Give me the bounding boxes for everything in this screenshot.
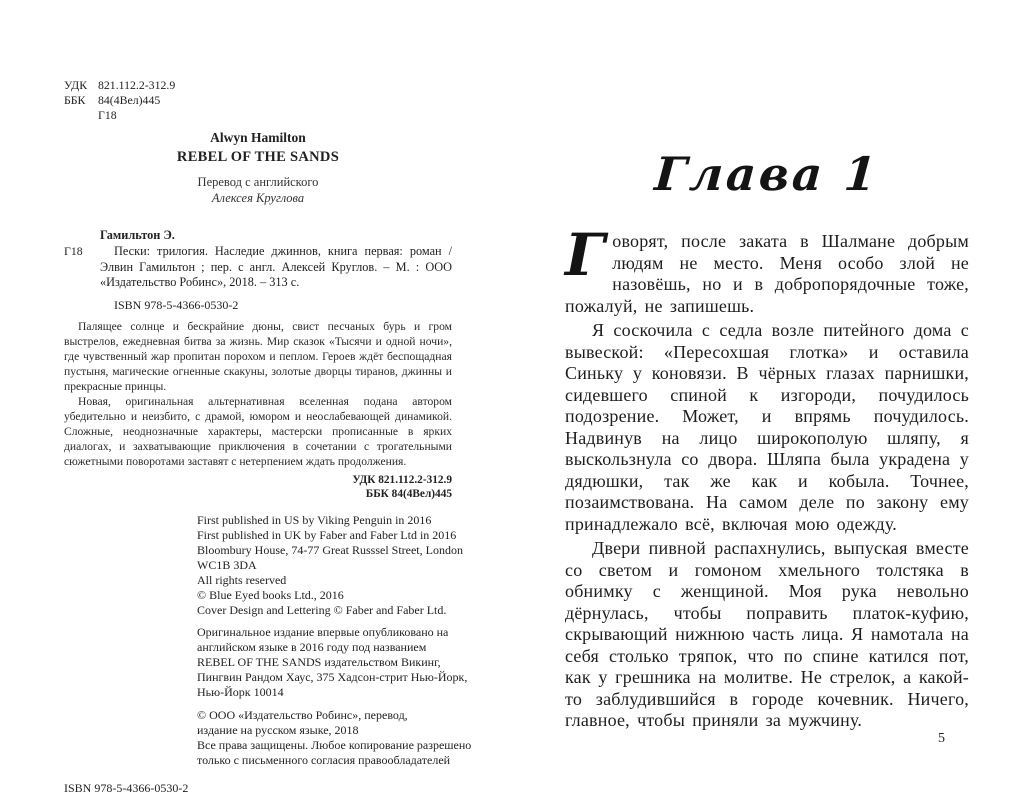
imprint-page (64, 78, 472, 796)
imprint-line: английском языке в 2016 году под названием (197, 639, 427, 654)
copyright-line: издание на русском языке, 2018 (197, 722, 359, 737)
isbn-bottom: ISBN 978-5-4366-0530-2 (64, 780, 189, 795)
page-number: 5 (938, 731, 945, 746)
udk-right: УДК 821.112.2-312.9 (352, 473, 452, 486)
copyright-line: только с письменного согласия правообладателей (197, 752, 451, 767)
paragraph-first (565, 221, 969, 317)
chapter-body (565, 221, 969, 732)
udk-bbk-block (64, 78, 452, 123)
imprint-english (197, 512, 463, 618)
imprint-russian (197, 624, 468, 700)
translation-note: Перевод с английского (197, 175, 319, 189)
paragraph: Двери пивной распахнулись, выпуская вместе со светом и гомоном хмельного толстяка в обнимку с женщиной. Моя рука невольно дёрнулась, чтобы поправить платок-куфию, скрывающий нижнюю часть лица. Я намотала на себя столько тряпок, что по спине катился пот, как у грешника на молитве. Не стрелок, а какой-то заблудившийся в городе кочевник. Ничего, главное, чтобы приняли за мужчину. (565, 538, 969, 730)
paragraph: Я соскочила с седла возле питейного дома с вывеской: «Пересохшая глотка» и оставила Синьку у коновязи. В чёрных глазах парнишки, сидевшего спиной к изгороди, почудилось подозрение. Может, и впрямь почудилось. Надвинув на лицо широкополую шляпу, я выскользнула со двора. Шляпа была украдена у дядюшки, так же как и кобыла. Точнее, позаимствована. На самом деле по закону ему принадлежало всё, включая мою одежду. (565, 320, 969, 534)
udk-bbk-right-block (64, 473, 452, 502)
udk-label: УДК (64, 78, 88, 92)
copyright-russian (197, 707, 472, 768)
bbk-label: ББК (64, 93, 86, 107)
bbk-right: ББК 84(4Вел)445 (365, 488, 452, 500)
udk-row (64, 78, 452, 93)
catalog-entry: Пески: трилогия. Наследие джиннов, книга первая: роман / Элвин Гамильтон ; пер. с англ. Алексей Круглов. – М. : ООО «Издательство Робинс», 2018. – 313 с. (100, 244, 452, 289)
imprint-line: Нью-Йорк 10014 (197, 684, 284, 699)
copyright-line: Все права защищены. Любое копирование разрешено (197, 737, 472, 752)
imprint-line: First published in US by Viking Penguin in 2016 (197, 512, 432, 527)
udk-value: 821.112.2-312.9 (98, 78, 176, 92)
paragraph-text: оворят, после заката в Шалмане добрым людям не место. Меня особо злой не назовёшь, но и в добропорядочные тоже, пожалуй, не запишешь. (565, 231, 969, 316)
drop-cap-letter: Г (565, 221, 606, 289)
annotation-paragraph: Новая, оригинальная альтернативная вселенная подана автором убедительно и неизбито, с драмой, юмором и неослабевающей динамикой. Сложные, неоднозначные характеры, мастерски прописанные в ярких диалогах, и захватывающие приключения в сочетании с трогательными сюжетными поворотами заставят с нетерпением ждать продолжения. (64, 394, 452, 468)
bbk-value: 84(4Вел)445 (98, 93, 161, 107)
bbk-row (64, 93, 452, 108)
imprint-line: Оригинальное издание впервые опубликовано на (197, 624, 449, 639)
catalog-code: Г18 (64, 244, 83, 258)
imprint-line: Пингвин Рандом Хаус, 375 Хадсон-стрит Нью-Йорк, (197, 669, 468, 684)
copyright-line: © Blue Eyed books Ltd., 2016 (197, 587, 344, 602)
imprint-line: All rights reserved (197, 572, 287, 587)
copyright-line: © ООО «Издательство Робинс», перевод, (197, 707, 408, 722)
translator-name: Алексея Круглова (211, 191, 305, 205)
catalog-author: Гамильтон Э. (100, 228, 175, 242)
original-title-block (64, 129, 452, 206)
copyright-line: Cover Design and Lettering © Faber and Faber Ltd. (197, 602, 447, 617)
chapter-page (565, 133, 969, 732)
imprint-line: Bloombury House, 74-77 Great Russsel Street, London (197, 542, 463, 557)
book-title-english: REBEL OF THE SANDS (176, 149, 340, 165)
imprint-line: WC1B 3DA (197, 557, 257, 572)
book-code: Г18 (98, 108, 117, 122)
catalog-card (64, 228, 452, 313)
author-name-english: Alwyn Hamilton (210, 130, 306, 145)
chapter-heading: Глава 1 (652, 147, 882, 201)
isbn-number: ISBN 978-5-4366-0530-2 (114, 297, 239, 312)
imprint-line: REBEL OF THE SANDS издательством Викинг, (197, 654, 441, 669)
annotation-paragraph: Палящее солнце и бескрайние дюны, свист песчаных бурь и гром выстрелов, ежедневная битва за жизнь. Мир сказок «Тысячи и одной ночи», где чувственный жар пропитан порохом и пеплом. Героев ждёт беспощадная пустыня, магические огненные скакуны, золотые дворцы тиранов, джинны и прекрасные принцы. (64, 319, 452, 393)
imprint-line: First published in UK by Faber and Faber Ltd in 2016 (197, 527, 457, 542)
